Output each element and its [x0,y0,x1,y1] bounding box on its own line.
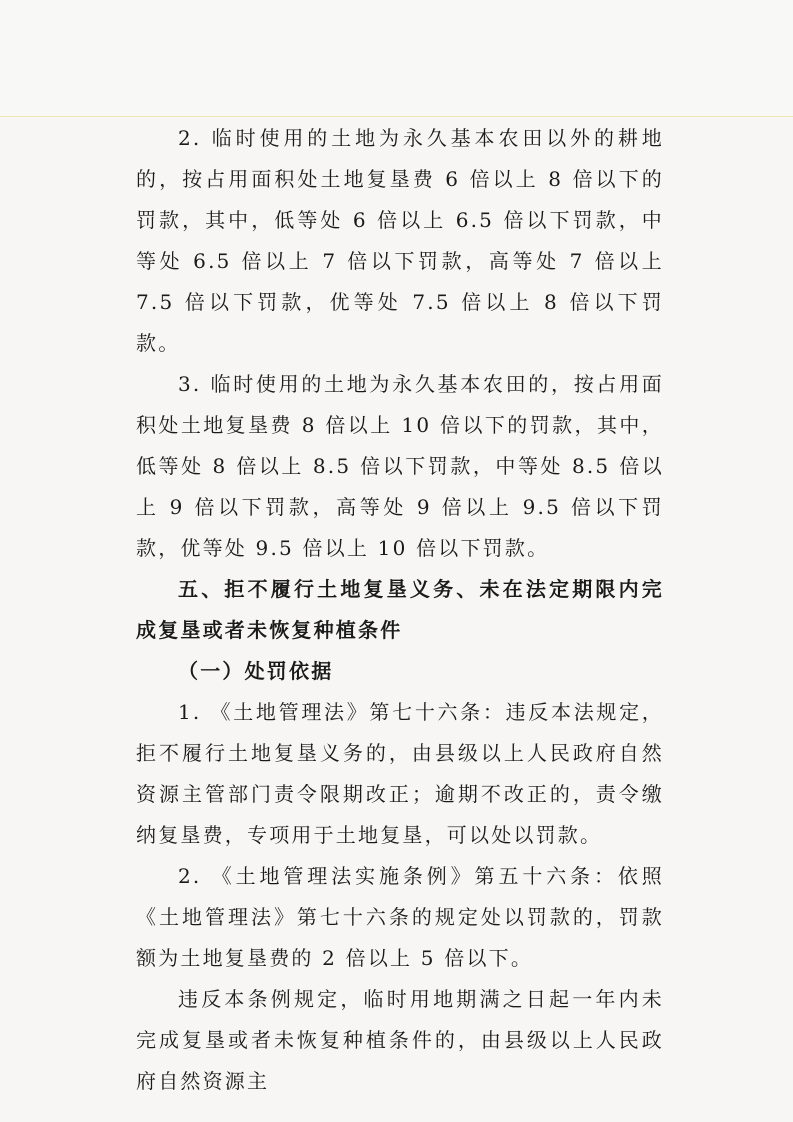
page-top-rule [0,116,793,117]
section-heading-5: 五、拒不履行土地复垦义务、未在法定期限内完成复垦或者未恢复种植条件 [136,577,664,642]
paragraph-item-2: 2. 临时使用的土地为永久基本农田以外的耕地的，按占用面积处土地复垦费 6 倍以上 8 倍以下的罚款，其中，低等处 6 倍以上 6.5 倍以下罚款，中等处 6.5 倍以上 7 倍以下罚款，高等处 7 倍以上 7.5 倍以下罚款，优等处 7.5 倍以上 8 倍以下罚款。 [136,126,664,355]
paragraph-land-management-law-article-76: 1. 《土地管理法》第七十六条：违反本法规定，拒不履行土地复垦义务的，由县级以上人民政府自然资源主管部门责令限期改正；逾期不改正的，责令缴纳复垦费，专项用于土地复垦，可以处以罚款。 [136,700,664,847]
page-top-margin [0,0,793,116]
subsection-heading-penalty-basis: （一）处罚依据 [178,659,334,683]
document-body [136,118,664,1102]
paragraph-temporary-land-use-violation: 违反本条例规定，临时用地期满之日起一年内未完成复垦或者未恢复种植条件的，由县级以上人民政府自然资源主 [136,987,664,1093]
paragraph-item-3: 3. 临时使用的土地为永久基本农田的，按占用面积处土地复垦费 8 倍以上 10 倍以下的罚款，其中，低等处 8 倍以上 8.5 倍以下罚款，中等处 8.5 倍以上 9 倍以下罚款，高等处 9 倍以上 9.5 倍以下罚款，优等处 9.5 倍以上 10 倍以下罚款。 [136,372,664,560]
paragraph-implementation-regulation-article-56: 2. 《土地管理法实施条例》第五十六条：依照《土地管理法》第七十六条的规定处以罚款的，罚款额为土地复垦费的 2 倍以上 5 倍以下。 [136,864,664,970]
